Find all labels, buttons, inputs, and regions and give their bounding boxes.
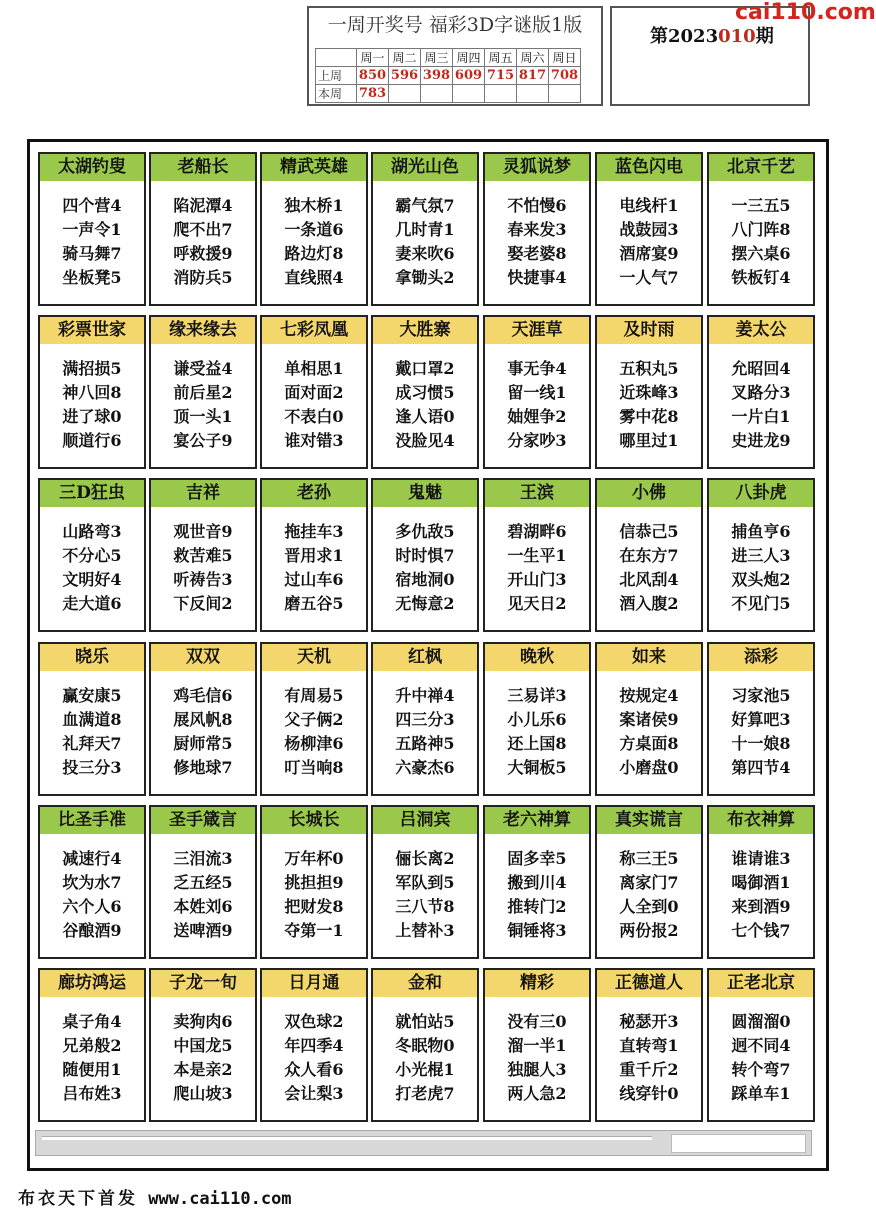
puzzle-card-title: 晚秋 <box>485 644 589 671</box>
puzzle-clue: 几时青1 <box>395 220 455 239</box>
puzzle-clue: 走大道6 <box>62 594 122 613</box>
puzzle-card-title: 子龙一旬 <box>151 970 255 997</box>
puzzle-card <box>149 642 257 796</box>
this-week-label: 本周 <box>316 85 357 103</box>
puzzle-card <box>371 968 479 1122</box>
puzzle-clue: 路边灯8 <box>284 244 344 263</box>
puzzle-card <box>707 642 815 796</box>
puzzle-clue: 溜一半1 <box>507 1036 567 1055</box>
puzzle-clue: 投三分3 <box>62 758 122 777</box>
puzzle-card <box>595 315 703 469</box>
draw-number: 715 <box>485 67 517 85</box>
puzzle-clue: 案诸侯9 <box>619 710 679 729</box>
puzzle-card-title: 圣手箴言 <box>151 807 255 834</box>
puzzle-card <box>260 642 368 796</box>
puzzle-card <box>149 968 257 1122</box>
draw-number: 850 <box>357 67 389 85</box>
puzzle-clue: 直转弯1 <box>619 1036 679 1055</box>
puzzle-clue: 分家吵3 <box>507 431 567 450</box>
puzzle-clue: 进三人3 <box>731 546 791 565</box>
puzzle-clue: 谷酿酒9 <box>62 921 122 940</box>
puzzle-clue: 爬不出7 <box>173 220 233 239</box>
puzzle-clue: 捕鱼亨6 <box>731 522 791 541</box>
puzzle-clue: 好算吧3 <box>731 710 791 729</box>
puzzle-clue: 允昭回4 <box>731 359 791 378</box>
puzzle-clue: 娶老婆8 <box>507 244 567 263</box>
puzzle-clue: 重千斤2 <box>619 1060 679 1079</box>
puzzle-clue: 宿地洞0 <box>395 570 455 589</box>
puzzle-card-title: 天机 <box>262 644 366 671</box>
day-label: 周日 <box>549 49 581 67</box>
puzzle-clue: 会让梨3 <box>284 1084 344 1103</box>
puzzle-clue: 文明好4 <box>62 570 122 589</box>
puzzle-clue: 固多幸5 <box>507 849 567 868</box>
puzzle-clue: 铁板钉4 <box>731 268 791 287</box>
day-label: 周三 <box>421 49 453 67</box>
puzzle-clue: 叮当响8 <box>284 758 344 777</box>
puzzle-clue: 快捷事4 <box>507 268 567 287</box>
puzzle-clue: 双色球2 <box>284 1012 344 1031</box>
footer-url[interactable]: www.cai110.com <box>148 1189 292 1209</box>
puzzle-clue: 妻来吹6 <box>395 244 455 263</box>
puzzle-card <box>371 805 479 959</box>
puzzle-card-title: 及时雨 <box>597 317 701 344</box>
puzzle-clue: 四三分3 <box>395 710 455 729</box>
puzzle-clue: 两份报2 <box>619 921 679 940</box>
puzzle-clue: 五路神5 <box>395 734 455 753</box>
puzzle-clue: 送啤酒9 <box>173 921 233 940</box>
bottom-bar <box>35 1130 812 1156</box>
puzzle-clue: 逢人语0 <box>395 407 455 426</box>
puzzle-clue: 离家门7 <box>619 873 679 892</box>
puzzle-card-title: 廊坊鸿运 <box>40 970 144 997</box>
draw-number: 817 <box>517 67 549 85</box>
puzzle-card-title: 如来 <box>597 644 701 671</box>
draw-number: 596 <box>389 67 421 85</box>
puzzle-card <box>483 805 591 959</box>
puzzle-clue: 一片白1 <box>731 407 791 426</box>
puzzle-card-title: 鬼魅 <box>373 480 477 507</box>
puzzle-card <box>595 805 703 959</box>
puzzle-clue: 转个弯7 <box>731 1060 791 1079</box>
days-row <box>316 49 581 67</box>
puzzle-clue: 顺道行6 <box>62 431 122 450</box>
puzzle-card-title: 八卦虎 <box>709 480 813 507</box>
puzzle-clue: 春来发3 <box>507 220 567 239</box>
puzzle-clue: 大铜板5 <box>507 758 567 777</box>
puzzle-card-title: 七彩凤凰 <box>262 317 366 344</box>
puzzle-clue: 习家池5 <box>731 686 791 705</box>
puzzle-clue: 中国龙5 <box>173 1036 233 1055</box>
puzzle-clue: 拖挂车3 <box>284 522 344 541</box>
puzzle-clue: 信恭己5 <box>619 522 679 541</box>
puzzle-clue: 打老虎7 <box>395 1084 455 1103</box>
puzzle-clue: 血满道8 <box>62 710 122 729</box>
puzzle-card <box>707 968 815 1122</box>
puzzle-clue: 一生平1 <box>507 546 567 565</box>
puzzle-clue: 史进龙9 <box>731 431 791 450</box>
puzzle-clue: 谁对错3 <box>284 431 344 450</box>
puzzle-clue: 戴口罩2 <box>395 359 455 378</box>
puzzle-card-title: 三D狂虫 <box>40 480 144 507</box>
puzzle-clue: 一声令1 <box>62 220 122 239</box>
puzzle-card <box>38 968 146 1122</box>
puzzle-card <box>707 152 815 306</box>
puzzle-card <box>483 642 591 796</box>
puzzle-card-title: 红枫 <box>373 644 477 671</box>
puzzle-clue: 不怕慢6 <box>507 196 567 215</box>
puzzle-clue: 满招损5 <box>62 359 122 378</box>
puzzle-card-title: 姜太公 <box>709 317 813 344</box>
puzzle-card <box>371 642 479 796</box>
puzzle-clue: 推转门2 <box>507 897 567 916</box>
puzzle-clue: 多仇敌5 <box>395 522 455 541</box>
puzzle-clue: 把财发8 <box>284 897 344 916</box>
puzzle-clue: 救苦难5 <box>173 546 233 565</box>
puzzle-card-title: 小佛 <box>597 480 701 507</box>
puzzle-card-title: 吉祥 <box>151 480 255 507</box>
puzzle-card-title: 湖光山色 <box>373 154 477 181</box>
puzzle-card-title: 老船长 <box>151 154 255 181</box>
puzzle-clue: 近珠峰3 <box>619 383 679 402</box>
puzzle-clue: 众人看6 <box>284 1060 344 1079</box>
puzzle-card-title: 太湖钓叟 <box>40 154 144 181</box>
draw-number: 783 <box>357 85 389 103</box>
puzzle-clue: 听祷告3 <box>173 570 233 589</box>
puzzle-clue: 没脸见4 <box>395 431 455 450</box>
draw-number: 398 <box>421 67 453 85</box>
puzzle-clue: 七个钱7 <box>731 921 791 940</box>
puzzle-clue: 线穿针0 <box>619 1084 679 1103</box>
puzzle-card <box>260 152 368 306</box>
puzzle-card <box>260 968 368 1122</box>
puzzle-card <box>260 315 368 469</box>
puzzle-clue: 叉路分3 <box>731 383 791 402</box>
puzzle-clue: 升中禅4 <box>395 686 455 705</box>
puzzle-card-title: 双双 <box>151 644 255 671</box>
puzzle-clue: 前后星2 <box>173 383 233 402</box>
puzzle-clue: 本姓刘6 <box>173 897 233 916</box>
puzzle-clue: 六个人6 <box>62 897 122 916</box>
puzzle-card-title: 正老北京 <box>709 970 813 997</box>
puzzle-clue: 一人气7 <box>619 268 679 287</box>
puzzle-clue: 圆溜溜0 <box>731 1012 791 1031</box>
puzzle-clue: 磨五谷5 <box>284 594 344 613</box>
puzzle-clue: 有周易5 <box>284 686 344 705</box>
puzzle-clue: 冬眠物0 <box>395 1036 455 1055</box>
this-week-row <box>316 85 581 103</box>
puzzle-card <box>260 805 368 959</box>
puzzle-card <box>707 478 815 632</box>
puzzle-card <box>483 478 591 632</box>
puzzle-clue: 人全到0 <box>619 897 679 916</box>
last-week-label: 上周 <box>316 67 357 85</box>
puzzle-clue: 战鼓园3 <box>619 220 679 239</box>
puzzle-card <box>371 478 479 632</box>
puzzle-clue: 迥不同4 <box>731 1036 791 1055</box>
puzzle-clue: 事无争4 <box>507 359 567 378</box>
puzzle-card-title: 王滨 <box>485 480 589 507</box>
puzzle-card-title: 比圣手准 <box>40 807 144 834</box>
puzzle-card-title: 真实谎言 <box>597 807 701 834</box>
draw-number <box>453 85 485 103</box>
puzzle-clue: 独腿人3 <box>507 1060 567 1079</box>
puzzle-clue: 搬到川4 <box>507 873 567 892</box>
puzzle-card <box>595 642 703 796</box>
puzzle-clue: 万年杯0 <box>284 849 344 868</box>
puzzle-clue: 展风帆8 <box>173 710 233 729</box>
puzzle-clue: 见天日2 <box>507 594 567 613</box>
bottom-bar-blank <box>671 1134 806 1153</box>
puzzle-card-title: 精武英雄 <box>262 154 366 181</box>
puzzle-clue: 减速行4 <box>62 849 122 868</box>
puzzle-clue: 十一娘8 <box>731 734 791 753</box>
puzzle-clue: 雾中花8 <box>619 407 679 426</box>
puzzle-clue: 乏五经5 <box>173 873 233 892</box>
puzzle-card <box>595 968 703 1122</box>
puzzle-clue: 方桌面8 <box>619 734 679 753</box>
puzzle-card <box>371 315 479 469</box>
puzzle-card <box>38 478 146 632</box>
draw-results-box <box>307 6 603 106</box>
puzzle-card-title: 添彩 <box>709 644 813 671</box>
puzzle-clue: 骑马舞7 <box>62 244 122 263</box>
puzzle-clue: 谦受益4 <box>173 359 233 378</box>
puzzle-card <box>149 805 257 959</box>
puzzle-card-title: 精彩 <box>485 970 589 997</box>
puzzle-clue: 小光棍1 <box>395 1060 455 1079</box>
puzzle-card-title: 正德道人 <box>597 970 701 997</box>
puzzle-clue: 小儿乐6 <box>507 710 567 729</box>
puzzle-clue: 留一线1 <box>507 383 567 402</box>
puzzle-clue: 鸡毛信6 <box>173 686 233 705</box>
puzzle-clue: 不见门5 <box>731 594 791 613</box>
puzzle-clue: 上替补3 <box>395 921 455 940</box>
puzzle-card-title: 吕洞宾 <box>373 807 477 834</box>
puzzle-clue: 五积丸5 <box>619 359 679 378</box>
puzzle-clue: 酒席宴9 <box>619 244 679 263</box>
puzzle-clue: 宴公子9 <box>173 431 233 450</box>
puzzle-clue: 妯娌争2 <box>507 407 567 426</box>
puzzle-clue: 哪里过1 <box>619 431 679 450</box>
puzzle-clue: 一三五5 <box>731 196 791 215</box>
puzzle-card <box>483 315 591 469</box>
puzzle-clue: 兄弟般2 <box>62 1036 122 1055</box>
day-label: 周四 <box>453 49 485 67</box>
puzzle-clue: 随便用1 <box>62 1060 122 1079</box>
puzzle-card-title: 缘来缘去 <box>151 317 255 344</box>
puzzle-clue: 六豪杰6 <box>395 758 455 777</box>
puzzle-clue: 无悔意2 <box>395 594 455 613</box>
puzzle-clue: 碧湖畔6 <box>507 522 567 541</box>
puzzle-clue: 独木桥1 <box>284 196 344 215</box>
puzzle-clue: 就怕站5 <box>395 1012 455 1031</box>
puzzle-clue: 北风刮4 <box>619 570 679 589</box>
puzzle-card-title: 彩票世家 <box>40 317 144 344</box>
puzzle-card <box>483 968 591 1122</box>
puzzle-clue: 桌子角4 <box>62 1012 122 1031</box>
puzzle-clue: 三泪流3 <box>173 849 233 868</box>
puzzle-clue: 按规定4 <box>619 686 679 705</box>
puzzle-clue: 年四季4 <box>284 1036 344 1055</box>
puzzle-clue: 开山门3 <box>507 570 567 589</box>
puzzle-clue: 消防兵5 <box>173 268 233 287</box>
puzzle-clue: 礼拜天7 <box>62 734 122 753</box>
puzzle-card <box>149 315 257 469</box>
weekly-results-table <box>315 48 581 103</box>
bottom-bar-groove <box>42 1136 652 1140</box>
puzzle-clue: 夺第一1 <box>284 921 344 940</box>
puzzle-clue: 在东方7 <box>619 546 679 565</box>
puzzle-card-title: 大胜寨 <box>373 317 477 344</box>
draw-number <box>421 85 453 103</box>
puzzle-clue: 坐板凳5 <box>62 268 122 287</box>
puzzle-card-title: 灵狐说梦 <box>485 154 589 181</box>
puzzle-clue: 神八回8 <box>62 383 122 402</box>
puzzle-clue: 山路弯3 <box>62 522 122 541</box>
puzzle-clue: 双头炮2 <box>731 570 791 589</box>
puzzle-card <box>260 478 368 632</box>
puzzle-clue: 直线照4 <box>284 268 344 287</box>
puzzle-clue: 来到酒9 <box>731 897 791 916</box>
puzzle-clue: 爬山坡3 <box>173 1084 233 1103</box>
puzzle-card <box>38 315 146 469</box>
draw-number: 609 <box>453 67 485 85</box>
puzzle-clue: 进了球0 <box>62 407 122 426</box>
puzzle-clue: 单相思1 <box>284 359 344 378</box>
puzzle-card-title: 老孙 <box>262 480 366 507</box>
puzzle-clue: 不表白0 <box>284 407 344 426</box>
puzzle-clue: 八门阵8 <box>731 220 791 239</box>
day-label: 周二 <box>389 49 421 67</box>
puzzle-clue: 陷泥潭4 <box>173 196 233 215</box>
puzzle-card <box>707 805 815 959</box>
puzzle-clue: 厨师常5 <box>173 734 233 753</box>
puzzle-clue: 吕布姓3 <box>62 1084 122 1103</box>
puzzle-clue: 坎为水7 <box>62 873 122 892</box>
puzzle-clue: 观世音9 <box>173 522 233 541</box>
puzzle-clue: 挑担担9 <box>284 873 344 892</box>
draw-number: 708 <box>549 67 581 85</box>
last-week-row <box>316 67 581 85</box>
puzzle-card-title: 长城长 <box>262 807 366 834</box>
puzzle-card <box>38 805 146 959</box>
puzzle-card <box>707 315 815 469</box>
issue-number: 第2023010期 <box>650 26 774 47</box>
puzzle-clue: 电线杆1 <box>619 196 679 215</box>
puzzle-card <box>483 152 591 306</box>
puzzle-clue: 面对面2 <box>284 383 344 402</box>
header-title: 一周开奖号 福彩3D字谜版1版 <box>327 14 583 36</box>
draw-number <box>549 85 581 103</box>
site-logo[interactable]: cai110.com <box>735 0 876 25</box>
puzzle-clue: 谁请谁3 <box>731 849 791 868</box>
puzzle-clue: 卖狗肉6 <box>173 1012 233 1031</box>
puzzle-card <box>38 642 146 796</box>
puzzle-clue: 没有三0 <box>507 1012 567 1031</box>
puzzle-card <box>595 478 703 632</box>
puzzle-clue: 赢安康5 <box>62 686 122 705</box>
puzzle-card-title: 布衣神算 <box>709 807 813 834</box>
puzzle-clue: 秘瑟开3 <box>619 1012 679 1031</box>
puzzle-card-title: 金和 <box>373 970 477 997</box>
draw-number <box>485 85 517 103</box>
puzzle-clue: 喝御酒1 <box>731 873 791 892</box>
puzzle-card <box>371 152 479 306</box>
puzzle-clue: 修地球7 <box>173 758 233 777</box>
puzzle-clue: 还上国8 <box>507 734 567 753</box>
puzzle-card-title: 蓝色闪电 <box>597 154 701 181</box>
puzzle-card-title: 北京千艺 <box>709 154 813 181</box>
puzzle-clue: 四个营4 <box>62 196 122 215</box>
puzzle-clue: 呼救援9 <box>173 244 233 263</box>
puzzle-clue: 一条道6 <box>284 220 344 239</box>
puzzle-clue: 过山车6 <box>284 570 344 589</box>
puzzle-card <box>595 152 703 306</box>
puzzle-clue: 霸气氛7 <box>395 196 455 215</box>
puzzle-card-title: 晓乐 <box>40 644 144 671</box>
puzzle-clue: 三易详3 <box>507 686 567 705</box>
puzzle-clue: 酒入腹2 <box>619 594 679 613</box>
footer <box>18 1184 292 1209</box>
puzzle-clue: 晋用求1 <box>284 546 344 565</box>
puzzle-clue: 拿锄头2 <box>395 268 455 287</box>
puzzle-clue: 顶一头1 <box>173 407 233 426</box>
puzzle-clue: 三八节8 <box>395 897 455 916</box>
puzzle-card-title: 天涯草 <box>485 317 589 344</box>
puzzle-clue: 本是亲2 <box>173 1060 233 1079</box>
puzzle-card-title: 老六神算 <box>485 807 589 834</box>
puzzle-clue: 父子俩2 <box>284 710 344 729</box>
puzzle-clue: 杨柳津6 <box>284 734 344 753</box>
puzzle-card <box>149 152 257 306</box>
draw-number <box>389 85 421 103</box>
day-label: 周五 <box>485 49 517 67</box>
puzzle-clue: 踩单车1 <box>731 1084 791 1103</box>
puzzle-clue: 摆六桌6 <box>731 244 791 263</box>
puzzle-card <box>38 152 146 306</box>
puzzle-clue: 俪长离2 <box>395 849 455 868</box>
puzzle-clue: 铜锤将3 <box>507 921 567 940</box>
day-label: 周六 <box>517 49 549 67</box>
puzzle-clue: 两人急2 <box>507 1084 567 1103</box>
day-label: 周一 <box>357 49 389 67</box>
puzzle-clue: 成习惯5 <box>395 383 455 402</box>
puzzle-clue: 时时惧7 <box>395 546 455 565</box>
puzzle-clue: 小磨盘0 <box>619 758 679 777</box>
puzzle-clue: 第四节4 <box>731 758 791 777</box>
puzzle-clue: 称三王5 <box>619 849 679 868</box>
puzzle-clue: 下反间2 <box>173 594 233 613</box>
puzzle-clue: 军队到5 <box>395 873 455 892</box>
puzzle-card-title: 日月通 <box>262 970 366 997</box>
footer-publisher: 布衣天下首发 <box>18 1189 138 1209</box>
issue-highlight: 010 <box>718 26 756 47</box>
draw-number <box>517 85 549 103</box>
puzzle-clue: 不分心5 <box>62 546 122 565</box>
puzzle-card <box>149 478 257 632</box>
